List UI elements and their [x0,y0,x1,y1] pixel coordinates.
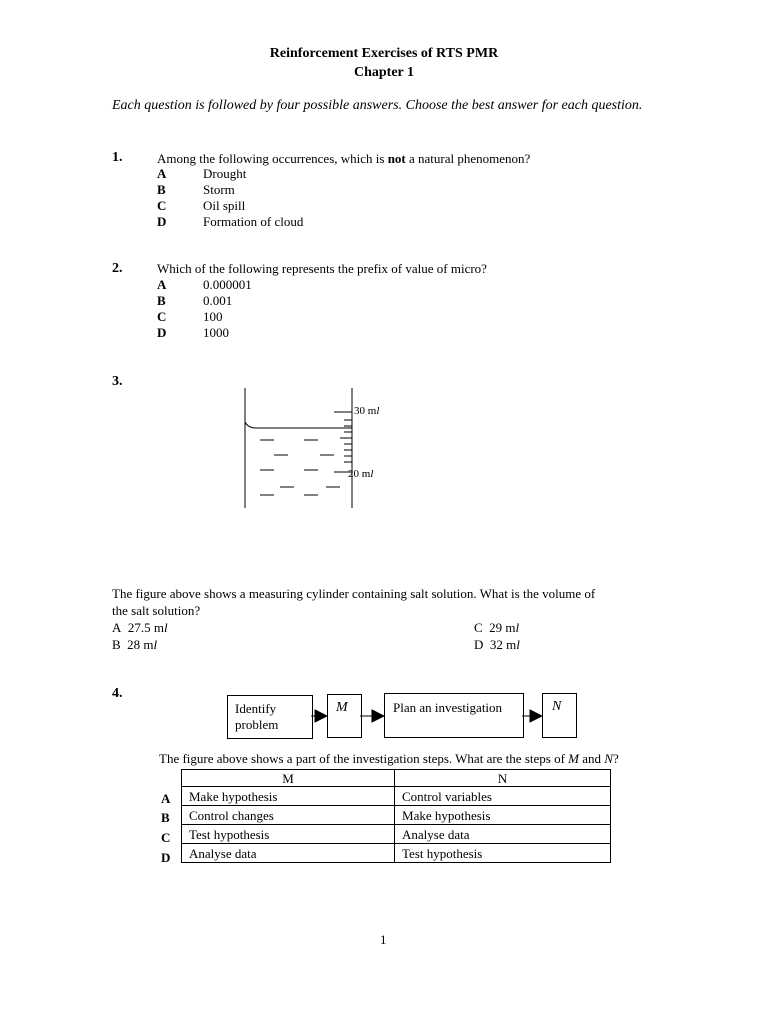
table-header-m: M [182,770,395,787]
scale-label-unit: l [370,468,374,480]
q3-option-letter: C [474,620,483,635]
q2-text: Which of the following represents the prefix of value of micro? [157,261,487,276]
q3-option-b [112,637,157,653]
q1-option-text: Drought [203,166,247,181]
table-header-row [182,770,611,787]
q3-option-letter: D [474,637,484,652]
flow-step-label: Plan an investigation [393,700,503,715]
flow-step-label: Identify [235,701,277,716]
table-cell-n: Control variables [395,787,611,806]
document-title: Reinforcement Exercises of RTS PMR [269,46,499,61]
table-cell-m: Control changes [182,806,395,825]
flow-step-identify-problem [227,695,313,739]
q1-text-bold: not [387,151,406,166]
arrow-head-icon [372,710,384,722]
table-row-label: A [161,791,171,806]
scale-label-value: 20 m [348,468,371,480]
flow-step-label: problem [235,717,279,732]
q1-option-letter: D [157,214,167,229]
q2-option-letter: D [157,325,167,340]
table-row-label: C [161,830,171,845]
q3-option-a [112,620,168,636]
q1-text-part: a natural phenomenon? [405,151,531,166]
table-cell-m: Make hypothesis [182,787,395,806]
q2-option-text: 1000 [203,325,229,340]
flow-step-label: N [552,699,562,714]
q4-text-part: ? [612,751,619,766]
q4-text-m: M [568,751,579,766]
q3-option-letter: B [112,637,121,652]
q2-option-letter: A [157,277,167,292]
q4-text-part: and [579,751,605,766]
q1-option-text: Storm [203,182,235,197]
table-row [182,825,611,844]
scale-label-20 [348,466,373,482]
measuring-cylinder-figure [230,380,400,515]
q1-number: 1. [112,150,123,165]
q2-option-text: 100 [203,309,223,324]
q2-option-letter: C [157,309,167,324]
q2-option-letter: B [157,293,166,308]
q2-option-text: 0.001 [203,293,233,308]
arrow-head-icon [530,710,542,722]
table-cell-m: Test hypothesis [182,825,395,844]
table-header-n: N [395,770,611,787]
q3-number: 3. [112,374,123,389]
q3-option-value: 27.5 m [127,620,165,635]
q3-option-letter: A [112,620,122,635]
table-cell-n: Analyse data [395,825,611,844]
q1-option-letter: B [157,182,166,197]
liquid-meniscus [245,422,352,428]
q1-text-part: Among the following occurrences, which is [157,151,388,166]
q1-option-letter: C [157,198,167,213]
table-row [182,787,611,806]
q2-option-text: 0.000001 [203,277,252,292]
q1-option-text: Formation of cloud [203,214,304,229]
q4-text [159,751,619,767]
q3-option-unit: l [164,620,168,635]
q3-option-unit: l [516,637,520,652]
flow-step-label: M [336,700,348,715]
table-row [182,844,611,863]
q3-option-value: 28 m [127,637,154,652]
table-cell-n: Make hypothesis [395,806,611,825]
q3-option-c [474,620,519,636]
q3-text-line1: The figure above shows a measuring cylinder containing salt solution. What is the volume of [112,586,596,601]
flow-step-n [542,693,577,738]
flow-arrows [311,705,543,727]
q3-option-unit: l [515,620,520,635]
table-cell-m: Analyse data [182,844,395,863]
q1-option-text: Oil spill [203,198,246,213]
q1-option-letter: A [157,166,167,181]
q4-number: 4. [112,686,123,701]
q4-text-part: The figure above shows a part of the investigation steps. What are the steps of [159,751,569,766]
chapter-title: Chapter 1 [353,65,415,80]
q4-text-n: N [604,751,613,766]
table-row [182,806,611,825]
q3-option-d [474,637,520,653]
table-row-label: B [161,810,170,825]
q2-number: 2. [112,261,123,276]
q3-option-value: 32 m [489,637,517,652]
scale-label-value: 30 m [354,405,377,417]
q4-answer-table [181,769,611,863]
scale-label-30 [354,403,379,419]
arrow-head-icon [315,710,327,722]
table-row-label: D [161,850,171,865]
page-number: 1 [380,932,387,947]
instructions: Each question is followed by four possible answers. Choose the best answer for each question. [112,98,643,113]
q3-option-unit: l [153,637,158,652]
q1-text [157,151,530,167]
q3-text-line2: the salt solution? [112,603,201,618]
table-cell-n: Test hypothesis [395,844,611,863]
scale-label-unit: l [376,405,380,417]
q3-option-value: 29 m [489,620,516,635]
